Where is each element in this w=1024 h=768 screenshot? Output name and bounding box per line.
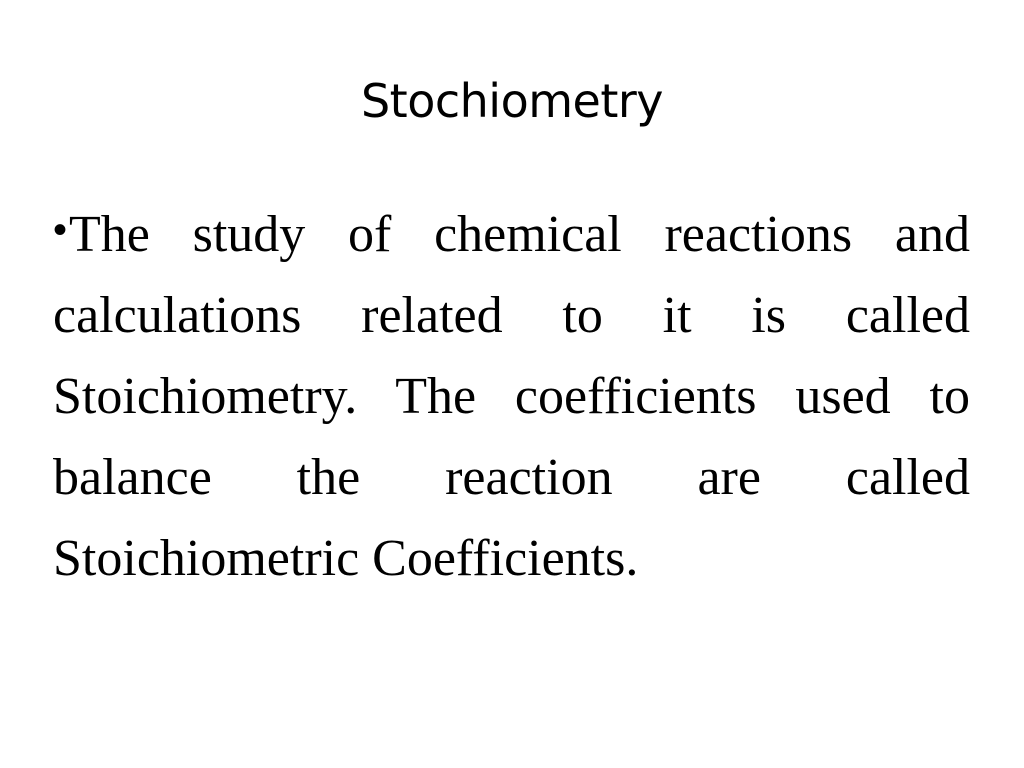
bullet-item (53, 190, 970, 599)
bullet-marker: • (53, 208, 68, 252)
slide-title: Stochiometry (360, 74, 664, 128)
bullet-list (53, 190, 970, 599)
bullet-text: The study of chemical reactions and calculations related to it is called Stoichiometry. The coefficients used to balance the reaction are called Stoichiometric Coefficients. (53, 206, 970, 587)
